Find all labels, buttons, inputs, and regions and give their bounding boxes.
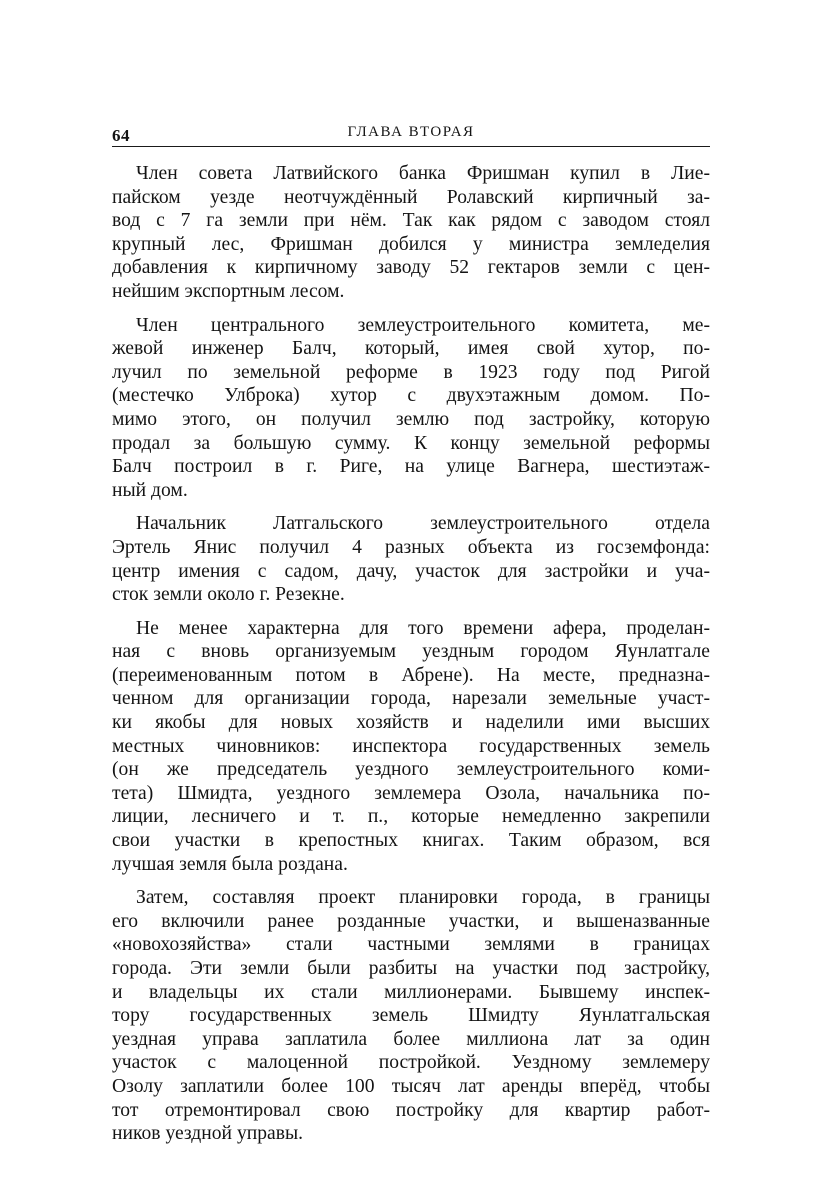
- text-line: Эртель Янис получил 4 разных объекта из госземфонда:: [112, 536, 710, 558]
- text-line: Член совета Латвийского банка Фришман купил в Лие-: [136, 163, 710, 184]
- text-line: и владельцы их стали миллионерами. Бывшему инспек-: [112, 981, 710, 1003]
- text-line: центр имения с садом, дачу, участок для застройки и уча-: [112, 560, 710, 582]
- page-number: 64: [112, 126, 130, 145]
- text-line: лиции, лесничего и т. п., которые немедленно закрепили: [112, 806, 710, 828]
- paragraph-jaunlatgale: [112, 617, 710, 877]
- running-header: [112, 120, 710, 147]
- text-line: Затем, составляя проект планировки города, в границы: [136, 887, 710, 909]
- text-line: Балч построил в г. Риге, на улице Вагнера, шестиэтаж-: [112, 456, 710, 478]
- text-line: участок с малоценной постройкой. Уездному землемеру: [112, 1052, 710, 1074]
- text-line: уездная управа заплатила более миллиона лат за один: [112, 1028, 710, 1050]
- chapter-title: ГЛАВА ВТОРАЯ: [347, 124, 475, 140]
- text-line: пайском уезде неотчуждённый Ролавский кирпичный за-: [112, 186, 710, 208]
- paragraph-ertel: [112, 512, 710, 606]
- text-line: (он же председатель уездного землеустроительного коми-: [112, 759, 710, 781]
- text-line: мимо этого, он получил землю под застройку, которую: [112, 408, 710, 430]
- text-line: тета) Шмидта, уездного землемера Озола, начальника по-: [112, 782, 710, 804]
- text-line: города. Эти земли были разбиты на участки под застройку,: [112, 958, 710, 979]
- text-line: ный дом.: [112, 479, 188, 501]
- text-line: Начальник Латгальского землеустроительного отдела: [136, 513, 710, 535]
- text-line: ников уездной управы.: [112, 1123, 304, 1145]
- text-line: добавления к кирпичному заводу 52 гектаров земли с цен-: [112, 257, 710, 279]
- text-line: лучшая земля была роздана.: [112, 853, 348, 875]
- text-line: крупный лес, Фришман добился у министра земледелия: [112, 233, 710, 255]
- text-line: лучил по земельной реформе в 1923 году под Ригой: [112, 361, 710, 383]
- text-line: его включили ранее розданные участки, и вышеназванные: [112, 910, 710, 932]
- text-line: (местечко Улброка) хутор с двухэтажным домом. По-: [112, 385, 710, 407]
- body-text: [112, 162, 710, 1156]
- paragraph-frishman: [112, 162, 710, 304]
- paragraph-planning: [112, 886, 710, 1146]
- text-line: Озолу заплатили более 100 тысяч лат аренды вперёд, чтобы: [112, 1075, 710, 1097]
- text-line: вод с 7 га земли при нём. Так как рядом с заводом стоял: [112, 210, 710, 232]
- text-line: ченном для организации города, нарезали земельные участ-: [112, 688, 710, 710]
- text-line: нейшим экспортным лесом.: [112, 280, 345, 302]
- text-line: местных чиновников: инспектора государственных земель: [112, 735, 710, 757]
- text-line: свои участки в крепостных книгах. Таким образом, вся: [112, 830, 710, 852]
- paragraph-balch: [112, 314, 710, 503]
- text-line: тот отремонтировал свою постройку для квартир работ-: [112, 1099, 710, 1121]
- text-line: ки якобы для новых хозяйств и наделили ими высших: [112, 712, 710, 734]
- text-line: жевой инженер Балч, который, имея свой хутор, по-: [112, 338, 710, 360]
- text-line: тору государственных земель Шмидту Яунлатгальская: [112, 1005, 710, 1027]
- text-line: ная с вновь организуемым уездным городом Яунлатгале: [112, 641, 710, 663]
- text-line: продал за большую сумму. К концу земельной реформы: [112, 432, 710, 454]
- text-line: Член центрального землеустроительного комитета, ме-: [136, 314, 710, 336]
- text-line: «новохозяйства» стали частными землями в границах: [112, 934, 710, 956]
- text-line: (переименованным потом в Абрене). На месте, предназна-: [112, 664, 710, 686]
- text-line: сток земли около г. Резекне.: [112, 584, 345, 606]
- text-line: Не менее характерна для того времени афера, проделан-: [136, 617, 710, 639]
